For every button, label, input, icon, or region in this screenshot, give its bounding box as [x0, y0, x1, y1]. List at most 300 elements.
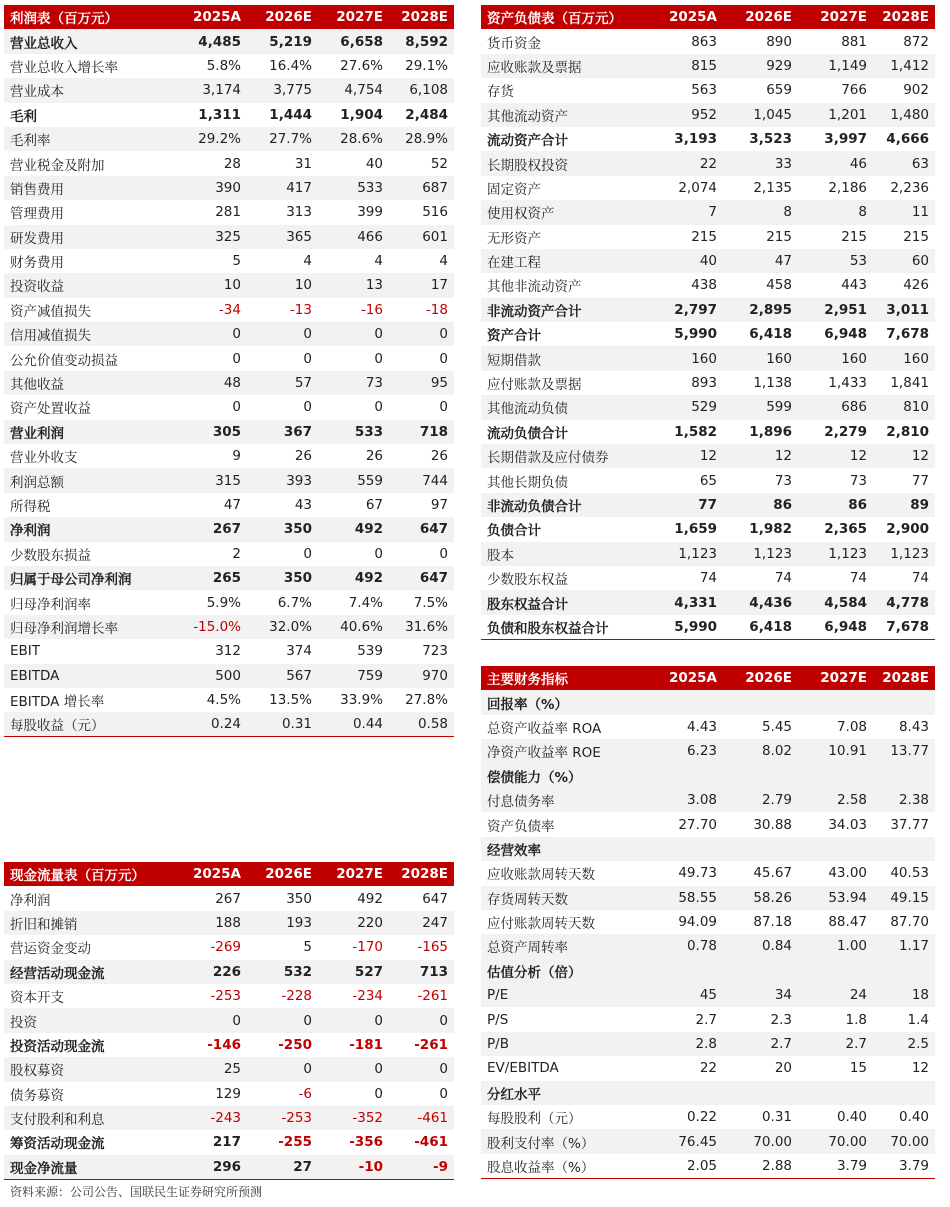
- cell-value: 160: [873, 346, 935, 370]
- row-label: 股利支付率（%）: [481, 1129, 651, 1153]
- row-label: P/B: [481, 1032, 651, 1056]
- table-row: [481, 200, 935, 224]
- cell-value: 47: [223, 497, 241, 513]
- cell-value: 12: [798, 444, 873, 468]
- table-row: [481, 176, 935, 200]
- cell-value: 325: [180, 225, 247, 249]
- table-row: [481, 517, 935, 541]
- table-row: [481, 1007, 935, 1031]
- cell-value: 45.67: [753, 865, 792, 882]
- cell-value: 27.70: [678, 816, 717, 833]
- table-row: [4, 420, 454, 444]
- cell-value: 1,123: [723, 542, 798, 566]
- table-row: [4, 176, 454, 200]
- cash-flow-table: [4, 862, 454, 1180]
- cell-value: 305: [180, 420, 247, 444]
- balance-sheet-body: [481, 5, 935, 639]
- cell-value: 26: [294, 448, 312, 465]
- cell-value: -356: [349, 1134, 383, 1151]
- cell-value: 0: [439, 350, 448, 367]
- row-label: 资产合计: [487, 328, 541, 345]
- table-row: [4, 54, 454, 78]
- cell-value: 647: [389, 517, 454, 541]
- table-row: [4, 29, 454, 53]
- row-label: 利润总额: [4, 468, 180, 492]
- table-row: [4, 1033, 454, 1057]
- cell-value: 95: [389, 371, 454, 395]
- cell-value: -461: [414, 1134, 448, 1151]
- cell-value: 312: [215, 643, 241, 660]
- table-row: [4, 1057, 454, 1081]
- cell-value: 0.58: [389, 712, 454, 736]
- cell-value: 46: [798, 151, 873, 175]
- cell-value: 40: [651, 249, 723, 273]
- cell-value: 872: [903, 33, 929, 50]
- cell-value: 4,485: [180, 29, 247, 53]
- cell-value: 0.22: [686, 1109, 717, 1126]
- cell-value: 533: [318, 420, 389, 444]
- cell-value: -15.0%: [180, 615, 247, 639]
- table-row: [481, 1032, 935, 1056]
- cell-value: 458: [766, 277, 792, 294]
- cell-value: 0: [318, 1008, 389, 1032]
- table-row: [481, 1056, 935, 1080]
- table-row: [4, 712, 454, 736]
- cell-value: 492: [357, 890, 383, 907]
- cell-value: 350: [247, 566, 318, 590]
- cell-value: 58.26: [723, 886, 798, 910]
- cell-value: 89: [873, 493, 935, 517]
- cell-value: 0.40: [898, 1109, 929, 1126]
- cell-value: 10: [247, 273, 318, 297]
- cell-value: [651, 690, 723, 714]
- table-row: [4, 615, 454, 639]
- cell-value: -146: [207, 1036, 241, 1053]
- cell-value: 766: [841, 82, 867, 99]
- cell-value: 1,433: [828, 375, 867, 392]
- table-row: [4, 935, 454, 959]
- table-row: [4, 444, 454, 468]
- cashflow-year-header: 2028E: [389, 862, 454, 886]
- cell-value: 8: [723, 200, 798, 224]
- cell-value: 27.7%: [247, 127, 318, 151]
- cell-value: 13: [318, 273, 389, 297]
- balance-header-row: [481, 5, 935, 29]
- cell-value: 4,436: [723, 590, 798, 614]
- table-row: [4, 566, 454, 590]
- row-label: 投资收益: [4, 273, 180, 297]
- cell-value: 6.23: [651, 739, 723, 763]
- table-row: [4, 78, 454, 102]
- cell-value: 13.77: [873, 739, 935, 763]
- cell-value: 810: [873, 395, 935, 419]
- table-row: [481, 590, 935, 614]
- cell-value: 4,331: [651, 590, 723, 614]
- cell-value: 265: [180, 566, 247, 590]
- cell-value: 3,523: [749, 131, 792, 148]
- row-label: 营业总收入增长率: [10, 59, 118, 76]
- cell-value: [873, 764, 935, 788]
- cell-value: [723, 1081, 798, 1105]
- cell-value: 0.40: [836, 1109, 867, 1126]
- table-row: [481, 249, 935, 273]
- cell-value: 267: [180, 517, 247, 541]
- cell-value: 27.8%: [405, 692, 448, 709]
- cell-value: 890: [766, 33, 792, 50]
- cell-value: 74: [849, 570, 867, 587]
- cell-value: 567: [247, 664, 318, 688]
- balance-year-header: 2025A: [651, 5, 723, 29]
- row-label: 资产负债率: [487, 818, 555, 835]
- cell-value: 160: [723, 346, 798, 370]
- cell-value: -10: [318, 1155, 389, 1179]
- cell-value: 390: [180, 176, 247, 200]
- cell-value: 215: [691, 228, 717, 245]
- table-row: [481, 983, 935, 1007]
- table-row: [4, 1106, 454, 1130]
- cell-value: 0: [247, 322, 318, 346]
- table-row: [481, 886, 935, 910]
- cell-value: 0.31: [761, 1109, 792, 1126]
- cell-value: 27: [247, 1155, 318, 1179]
- row-label: 支付股利和利息: [4, 1106, 180, 1130]
- row-label: 营业成本: [4, 78, 180, 102]
- table-row: [481, 346, 935, 370]
- row-label: 总资产周转率: [481, 934, 651, 958]
- cell-value: 7.4%: [348, 594, 383, 611]
- table-row: [481, 910, 935, 934]
- cell-value: [798, 959, 873, 983]
- row-label: 应收账款及票据: [481, 54, 651, 78]
- cell-value: 350: [247, 517, 318, 541]
- table-row: [4, 1155, 454, 1179]
- cell-value: 0.31: [247, 712, 318, 736]
- row-label: 所得税: [10, 499, 51, 515]
- table-row: [481, 395, 935, 419]
- table-row: [481, 322, 935, 346]
- cell-value: 88.47: [828, 914, 867, 931]
- cell-value: -261: [417, 988, 448, 1005]
- cell-value: 53.94: [798, 886, 873, 910]
- cell-value: 2,365: [824, 521, 867, 538]
- cell-value: 426: [903, 277, 929, 294]
- cell-value: 2.88: [723, 1154, 798, 1178]
- cell-value: 45: [651, 983, 723, 1007]
- table-row: [4, 911, 454, 935]
- table-row: [4, 322, 454, 346]
- table-row: [481, 151, 935, 175]
- cell-value: 70.00: [798, 1129, 873, 1153]
- row-label: 投资活动现金流: [10, 1038, 105, 1055]
- cell-value: 4,666: [886, 131, 929, 148]
- row-label: 公允价值变动损益: [10, 352, 118, 369]
- cell-value: 33.9%: [340, 692, 383, 709]
- section-label: 回报率（%）: [481, 690, 651, 714]
- cell-value: 399: [357, 204, 383, 221]
- table-row: [4, 225, 454, 249]
- table-row: [481, 103, 935, 127]
- cell-value: 759: [318, 664, 389, 688]
- cell-value: 1,123: [651, 542, 723, 566]
- row-label: 每股股利（元）: [487, 1111, 582, 1128]
- cell-value: 2.3: [770, 1011, 792, 1028]
- cell-value: 1,123: [873, 542, 935, 566]
- cell-value: 8: [798, 200, 873, 224]
- table-row: [4, 273, 454, 297]
- cell-value: 160: [798, 346, 873, 370]
- cell-value: 5: [303, 939, 312, 956]
- cell-value: 0: [247, 1057, 318, 1081]
- cell-value: 2.7: [723, 1032, 798, 1056]
- cell-value: 1,149: [798, 54, 873, 78]
- cell-value: 0: [303, 399, 312, 416]
- table-row: [4, 249, 454, 273]
- cell-value: 73: [849, 472, 867, 489]
- table-row: [481, 468, 935, 492]
- row-label: 流动资产合计: [487, 133, 568, 150]
- ratios-year-header: 2028E: [873, 666, 935, 690]
- cell-value: 2,484: [405, 106, 448, 123]
- cell-value: 0.84: [723, 934, 798, 958]
- cell-value: 40: [365, 155, 383, 172]
- cell-value: 57: [247, 371, 318, 395]
- cell-value: 29.1%: [405, 57, 448, 74]
- table-row: [481, 788, 935, 812]
- row-label: 信用减值损失: [4, 322, 180, 346]
- row-label: 财务费用: [10, 255, 64, 272]
- section-header-row: [481, 837, 935, 861]
- cell-value: 2,279: [824, 423, 867, 440]
- table-row: [481, 127, 935, 151]
- cell-value: 97: [430, 497, 448, 513]
- cell-value: 0: [232, 399, 241, 416]
- row-label: 研发费用: [4, 225, 180, 249]
- cell-value: 4,754: [318, 78, 389, 102]
- cell-value: 86: [723, 493, 798, 517]
- cashflow-year-header: 2026E: [247, 862, 318, 886]
- cell-value: 0: [180, 1008, 247, 1032]
- cell-value: [798, 1081, 873, 1105]
- cell-value: 86: [798, 493, 873, 517]
- table-row: [4, 1082, 454, 1106]
- table-row: [4, 664, 454, 688]
- cell-value: 313: [286, 204, 312, 221]
- cell-value: 10: [180, 273, 247, 297]
- cell-value: 5,219: [247, 29, 318, 53]
- cell-value: 22: [699, 1060, 717, 1077]
- table-row: [4, 984, 454, 1008]
- table-row: [481, 812, 935, 836]
- table-row: [4, 1008, 454, 1032]
- cell-value: 0: [318, 322, 389, 346]
- table-row: [4, 127, 454, 151]
- cell-value: -165: [417, 939, 448, 956]
- row-label: 少数股东损益: [10, 547, 91, 564]
- cell-value: 247: [389, 911, 454, 935]
- table-row: [481, 566, 935, 590]
- cell-value: 1,982: [749, 521, 792, 538]
- cell-value: 49.15: [873, 886, 935, 910]
- cell-value: 24: [798, 983, 873, 1007]
- row-label: 其他流动负债: [481, 395, 651, 419]
- row-label: 净利润: [4, 517, 180, 541]
- cell-value: [651, 837, 723, 861]
- cell-value: [798, 837, 873, 861]
- cell-value: 365: [247, 225, 318, 249]
- cell-value: 0.24: [180, 712, 247, 736]
- cell-value: 63: [873, 151, 935, 175]
- cell-value: 893: [691, 375, 717, 392]
- row-label: 长期借款及应付债券: [481, 444, 651, 468]
- cell-value: 6,658: [318, 29, 389, 53]
- row-label: 营业外收支: [10, 450, 78, 467]
- cell-value: 2.58: [798, 788, 873, 812]
- cell-value: 2,951: [798, 298, 873, 322]
- cell-value: 438: [691, 277, 717, 294]
- cell-value: 1.00: [798, 934, 873, 958]
- cell-value: 881: [841, 33, 867, 50]
- cell-value: 443: [841, 277, 867, 294]
- table-row: [481, 273, 935, 297]
- row-label: 使用权资产: [481, 200, 651, 224]
- cell-value: -18: [425, 301, 448, 318]
- cell-value: 2,074: [678, 179, 717, 196]
- row-label: EBITDA 增长率: [10, 694, 105, 711]
- row-label: 营业总收入: [4, 29, 180, 53]
- cell-value: 0: [232, 350, 241, 367]
- row-label: 流动负债合计: [487, 425, 568, 442]
- cell-value: 32.0%: [247, 615, 318, 639]
- cell-value: 5,990: [674, 326, 717, 343]
- table-row: [481, 78, 935, 102]
- row-label: 负债合计: [487, 523, 541, 540]
- cell-value: 492: [318, 517, 389, 541]
- income-year-header: 2028E: [389, 5, 454, 29]
- row-label: 经营活动现金流: [4, 960, 180, 984]
- cell-value: 18: [873, 983, 935, 1007]
- table-row: [4, 151, 454, 175]
- cell-value: 0: [439, 399, 448, 416]
- row-label: 存货周转天数: [481, 886, 651, 910]
- row-label: 营运资金变动: [10, 941, 91, 958]
- cell-value: 16.4%: [269, 57, 312, 74]
- cell-value: 4,584: [798, 590, 873, 614]
- row-label: 筹资活动现金流: [10, 1136, 105, 1153]
- row-label: EBIT: [10, 643, 41, 660]
- cell-value: 1,311: [198, 106, 241, 123]
- table-row: [481, 493, 935, 517]
- table-row: [4, 542, 454, 566]
- cell-value: 3.79: [873, 1154, 935, 1178]
- cell-value: 527: [318, 960, 389, 984]
- section-header-row: [481, 764, 935, 788]
- cell-value: 0: [374, 1085, 383, 1102]
- cell-value: 970: [389, 664, 454, 688]
- row-label: 股东权益合计: [481, 590, 651, 614]
- cell-value: [723, 764, 798, 788]
- cell-value: 215: [841, 228, 867, 245]
- ratios-title: 主要财务指标: [481, 666, 651, 690]
- cell-value: 0: [247, 1008, 318, 1032]
- cell-value: 533: [318, 176, 389, 200]
- cell-value: -170: [352, 939, 383, 956]
- cell-value: 73: [774, 472, 792, 489]
- table-row: [4, 590, 454, 614]
- cell-value: 26: [430, 448, 448, 465]
- cell-value: 70.00: [723, 1129, 798, 1153]
- table-row: [4, 886, 454, 910]
- cell-value: -13: [289, 301, 312, 318]
- cell-value: 367: [247, 420, 318, 444]
- cell-value: 37.77: [890, 816, 929, 833]
- cell-value: 559: [318, 468, 389, 492]
- cell-value: 25: [180, 1057, 247, 1081]
- cell-value: 65: [699, 472, 717, 489]
- cell-value: 532: [247, 960, 318, 984]
- section-label: 偿债能力（%）: [481, 764, 651, 788]
- cell-value: 0: [180, 322, 247, 346]
- cell-value: 1,444: [269, 106, 312, 123]
- cell-value: 47: [723, 249, 798, 273]
- row-label: 折旧和摊销: [4, 911, 180, 935]
- cell-value: -261: [414, 1036, 448, 1053]
- cell-value: 13.5%: [269, 692, 312, 709]
- table-row: [481, 615, 935, 639]
- cell-value: -253: [210, 988, 241, 1005]
- cell-value: 500: [180, 664, 247, 688]
- table-row: [481, 934, 935, 958]
- table-row: [4, 639, 454, 663]
- cell-value: 7.08: [836, 718, 867, 735]
- balance-year-header: 2027E: [798, 5, 873, 29]
- cell-value: 2,186: [828, 179, 867, 196]
- cell-value: 48: [180, 371, 247, 395]
- cell-value: 2.38: [873, 788, 935, 812]
- cell-value: 31: [294, 155, 312, 172]
- cell-value: 0: [374, 399, 383, 416]
- cell-value: 43: [294, 497, 312, 513]
- cell-value: 5: [232, 253, 241, 270]
- cell-value: 10.91: [798, 739, 873, 763]
- row-label: 其他流动资产: [481, 103, 651, 127]
- cell-value: 1,480: [873, 103, 935, 127]
- cell-value: 74: [699, 570, 717, 587]
- cell-value: 1,904: [340, 106, 383, 123]
- cell-value: 0: [374, 545, 383, 562]
- cell-value: 7,678: [886, 326, 929, 343]
- cell-value: 863: [691, 33, 717, 50]
- cell-value: 33: [723, 151, 798, 175]
- cell-value: 5.45: [761, 718, 792, 735]
- cell-value: 22: [651, 151, 723, 175]
- section-header-row: [481, 690, 935, 714]
- cell-value: 12: [873, 444, 935, 468]
- cell-value: 129: [215, 1085, 241, 1102]
- row-label: P/S: [487, 1011, 509, 1028]
- cell-value: 647: [389, 566, 454, 590]
- row-label: 股本: [481, 542, 651, 566]
- cell-value: 70.00: [873, 1129, 935, 1153]
- cell-value: 9: [232, 448, 241, 465]
- table-row: [481, 420, 935, 444]
- table-row: [481, 444, 935, 468]
- cell-value: 226: [180, 960, 247, 984]
- table-row: [4, 395, 454, 419]
- table-row: [481, 1105, 935, 1129]
- row-label: 股权募资: [4, 1057, 180, 1081]
- cell-value: 687: [389, 176, 454, 200]
- ratios-year-header: 2025A: [651, 666, 723, 690]
